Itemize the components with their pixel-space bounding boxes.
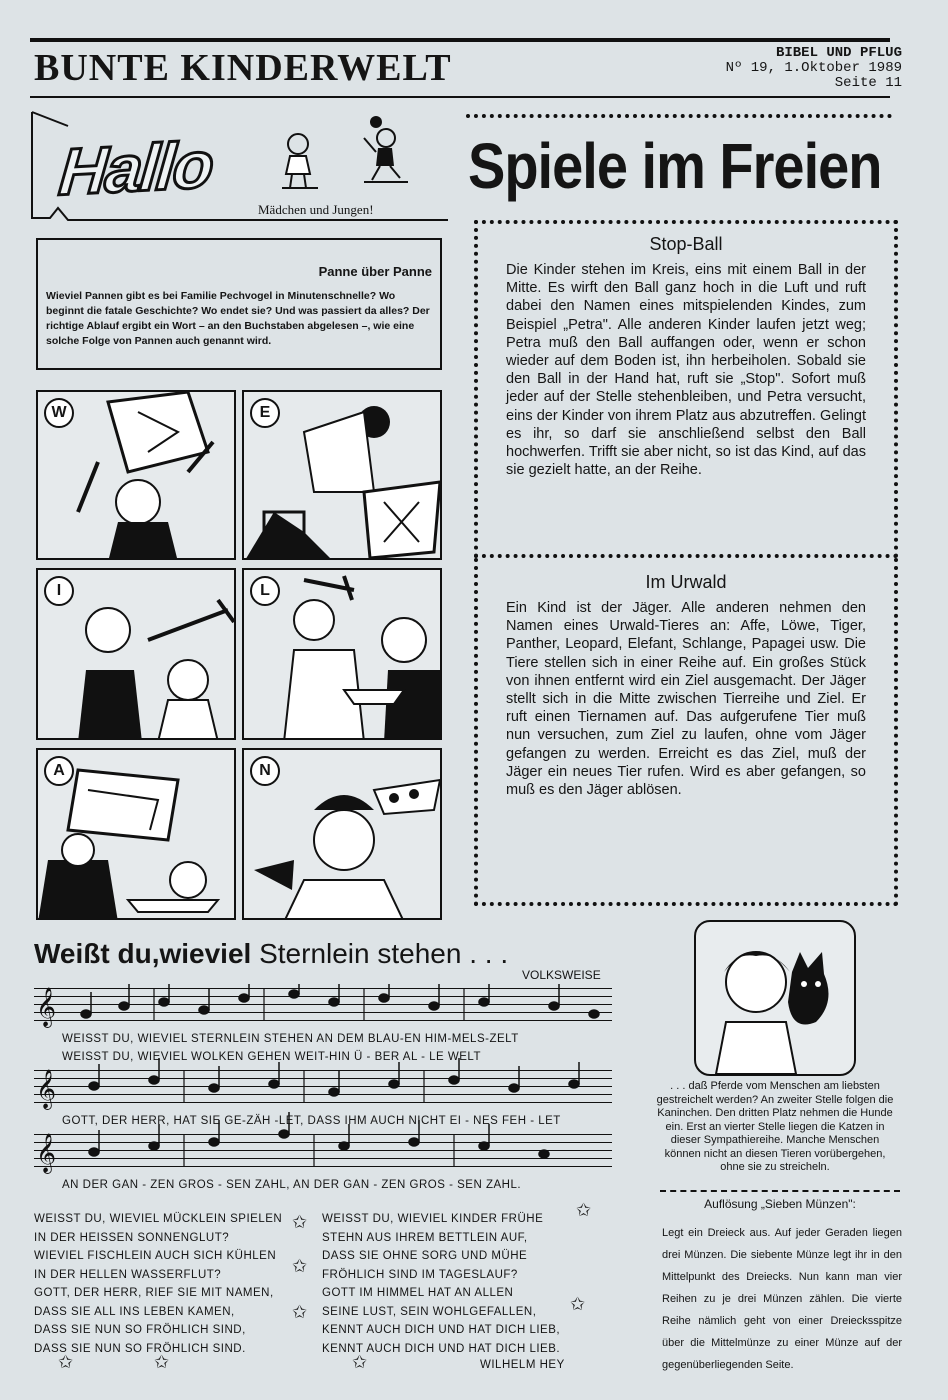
verse-line: IN DER HEISSEN SONNENGLUT? bbox=[34, 1231, 230, 1244]
comic-panel-e bbox=[242, 390, 442, 560]
song-author: WILHELM HEY bbox=[480, 1359, 565, 1371]
panel-letter: I bbox=[44, 576, 74, 606]
verse-line: GOTT IM HIMMEL HAT AN ALLEN bbox=[322, 1287, 514, 1299]
solution-text: Legt ein Dreieck aus. Auf jeder Geraden liegen drei Münzen. Die siebente Münze legt ihr in den Mittelpunkt des Dreiecks. Nun kann man vier Reihen zu je drei Münzen zählen. Die vierte Reihe nämlich geht von einer Dreiecksspitze über die Mittelmünze zu einer Münze auf der gegenüberliegenden Seite. bbox=[662, 1227, 902, 1371]
page-number: Seite 11 bbox=[834, 75, 902, 91]
stop-ball-text: Die Kinder stehen im Kreis, eins mit einem Ball in der Mitte. Es wirft den Ball ganz hoch in die Luft und ruft dabei den Namen eines mitspielenden Kindes, zum Beispiel „Petra". Alle anderen Kinder laufen jetzt weg; Petra muß den Ball auffangen oder, wenn er schon wieder auf dem Boden ist, ihn herbeiholen. Sobald sie den Ball in der Hand hat, ruft sie „Stop". Sofort muß jeder auf der Stelle stehenbleiben, und Petra versucht, eins der Kinder von ihrem Platz aus abzutreffen. Gelingt es ihr, so darf sie anschließend selbst den Ball hochwerfen. Trifft sie aber nicht, so ist das Kind, auf das sie gezielt hatte, an der Reihe. bbox=[506, 262, 866, 479]
song-title bbox=[34, 938, 508, 970]
header-top-rule bbox=[30, 38, 890, 42]
urwald-title: Im Urwald bbox=[645, 572, 727, 592]
verse-line: DASS SIE OHNE SORG UND MÜHE bbox=[322, 1250, 528, 1262]
svg-text:𝄞: 𝄞 bbox=[36, 1133, 57, 1173]
verse-line: WEISST DU, WIEVIEL MÜCKLEIN SPIELEN bbox=[34, 1213, 283, 1225]
panne-title: Panne über Panne bbox=[318, 264, 432, 279]
star-icon: ✩ bbox=[576, 1200, 592, 1220]
verse-line: GOTT, DER HERR, RIEF SIE MIT NAMEN, bbox=[34, 1287, 274, 1299]
verse-line: SEINE LUST, SEIN WOHLGEFALLEN, bbox=[322, 1305, 537, 1318]
panne-box bbox=[36, 238, 442, 370]
urwald-box bbox=[474, 558, 898, 906]
verse-line: WEISST DU, WIEVIEL KINDER FRÜHE bbox=[322, 1213, 544, 1225]
lyric-line-1b: WEISST DU, WIEVIEL WOLKEN GEHEN WEIT-HIN Ü - BER AL - LE WELT bbox=[62, 1051, 482, 1063]
panne-text: Wieviel Pannen gibt es bei Familie Pechvogel in Minutenschnelle? Wo beginnt die fatale Geschichte? Wo endet sie? Und was passiert da alles? Der richtige Ablauf ergibt ein Wort – an den Buchstaben abgelesen –, wie eine solche Folge von Pannen auch genannt wird. bbox=[46, 290, 430, 347]
comic-panel-l bbox=[242, 568, 442, 740]
header-bottom-rule bbox=[30, 96, 890, 98]
verse-line: DASS SIE NUN SO FRÖHLICH SIND, bbox=[34, 1324, 246, 1336]
solution-title: Auflösung „Sieben Münzen": bbox=[704, 1197, 856, 1211]
lyric-line-3: AN DER GAN - ZEN GROS - SEN ZAHL, AN DER GAN - ZEN GROS - SEN ZAHL. bbox=[62, 1179, 522, 1191]
verse-line: STEHN AUS IHREM BETTLEIN AUF, bbox=[322, 1231, 528, 1244]
issue-info bbox=[726, 46, 902, 91]
cat-caption: . . . daß Pferde vom Menschen am liebsten gestreichelt werden? An zweiter Stelle folgen die Kaninchen. Den dritten Platz nehmen die Hunde ein. Erst an vierter Stelle liegen die Katzen in dieser Sympathiereihe. Manche Menschen können nicht an diesen Tieren vorübergehen, ohne sie zu streicheln. bbox=[656, 1080, 894, 1173]
panel-letter: E bbox=[250, 398, 280, 428]
issue-date: Nº 19, 1.Oktober 1989 bbox=[725, 60, 902, 76]
stop-ball-box bbox=[474, 220, 898, 558]
star-icon: ✩ bbox=[292, 1302, 308, 1322]
song-source: VOLKSWEISE bbox=[522, 968, 601, 982]
games-section-title: Spiele im Freien bbox=[468, 129, 882, 202]
comic-panel-w bbox=[36, 390, 236, 560]
children-illustration bbox=[268, 108, 418, 196]
lyric-line-1a: WEISST DU, WIEVIEL STERNLEIN STEHEN AN DEM BLAU-EN HIM-MELS-ZELT bbox=[62, 1033, 519, 1045]
star-icon: ✩ bbox=[154, 1352, 170, 1372]
verse-line: FRÖHLICH SIND IM TAGESLAUF? bbox=[322, 1268, 518, 1281]
comic-panel-i bbox=[36, 568, 236, 740]
music-notes bbox=[34, 984, 614, 1184]
comic-panel-n bbox=[242, 748, 442, 920]
song-title-part-a: Weißt du,wieviel bbox=[34, 938, 252, 969]
hallo-title: Hallo bbox=[56, 127, 216, 209]
star-icon: ✩ bbox=[292, 1256, 308, 1276]
panel-letter: N bbox=[250, 756, 280, 786]
solution-rule bbox=[660, 1190, 900, 1192]
panel-letter: L bbox=[250, 576, 280, 606]
comic-panel-a bbox=[36, 748, 236, 920]
woman-with-cat-illustration bbox=[696, 922, 854, 1074]
verse-line: KENNT AUCH DICH UND HAT DICH LIEB. bbox=[322, 1342, 561, 1355]
star-icon: ✩ bbox=[352, 1352, 368, 1372]
verse-line: DASS SIE NUN SO FRÖHLICH SIND. bbox=[34, 1342, 246, 1355]
star-icon: ✩ bbox=[292, 1212, 308, 1232]
song-verse-2 bbox=[34, 1210, 282, 1358]
lyric-line-2: GOTT, DER HERR, HAT SIE GE-ZÄH -LET, DASS IHM AUCH NICHT EI - NES FEH - LET bbox=[62, 1115, 561, 1127]
verse-line: WIEVIEL FISCHLEIN AUCH SICH KÜHLEN bbox=[34, 1250, 277, 1262]
verse-line: IN DER HELLEN WASSERFLUT? bbox=[34, 1268, 222, 1281]
panel-letter: W bbox=[44, 398, 74, 428]
urwald-text: Ein Kind ist der Jäger. Alle anderen nehmen den Namen eines Urwald-Tieres an: Affe, Löwe, Tiger, Panther, Leopard, Elefant, Schlange, Papagei usw. Die Tiere stellen sich in einer Reihe auf. Ein großes Stück von ihnen entfernt wird ein Ziel ausgemacht. Der Jäger stellt sich in die Mitte zwischen Tierreihe und Ziel. Er ruft einen Tiernamen auf. Das aufgerufene Tier muß nun versuchen, zum Ziel zu laufen, ohne vom Jäger gefangen zu werden. Erreicht es das Ziel, muß der Jäger ein neues Tier rufen. Wird es aber gefangen, so muß es den Jäger ablösen. bbox=[506, 600, 866, 799]
verse-line: KENNT AUCH DICH UND HAT DICH LIEB, bbox=[322, 1324, 561, 1336]
svg-text:𝄞: 𝄞 bbox=[36, 987, 57, 1027]
star-icon: ✩ bbox=[570, 1294, 586, 1314]
star-icon: ✩ bbox=[58, 1352, 74, 1372]
verse-line: DASS SIE ALL INS LEBEN KAMEN, bbox=[34, 1305, 235, 1318]
hallo-subtitle: Mädchen und Jungen! bbox=[258, 202, 374, 217]
publication-name: BIBEL UND PFLUG bbox=[775, 45, 902, 61]
masthead-title: BUNTE KINDERWELT bbox=[34, 47, 452, 89]
cat-picture bbox=[694, 920, 856, 1076]
spiele-top-dots bbox=[466, 114, 892, 122]
stop-ball-title: Stop-Ball bbox=[649, 234, 723, 254]
svg-text:𝄞: 𝄞 bbox=[36, 1069, 57, 1109]
panel-letter: A bbox=[44, 756, 74, 786]
song-title-part-b: Sternlein stehen . . . bbox=[259, 938, 509, 969]
song-verse-3 bbox=[322, 1210, 560, 1358]
